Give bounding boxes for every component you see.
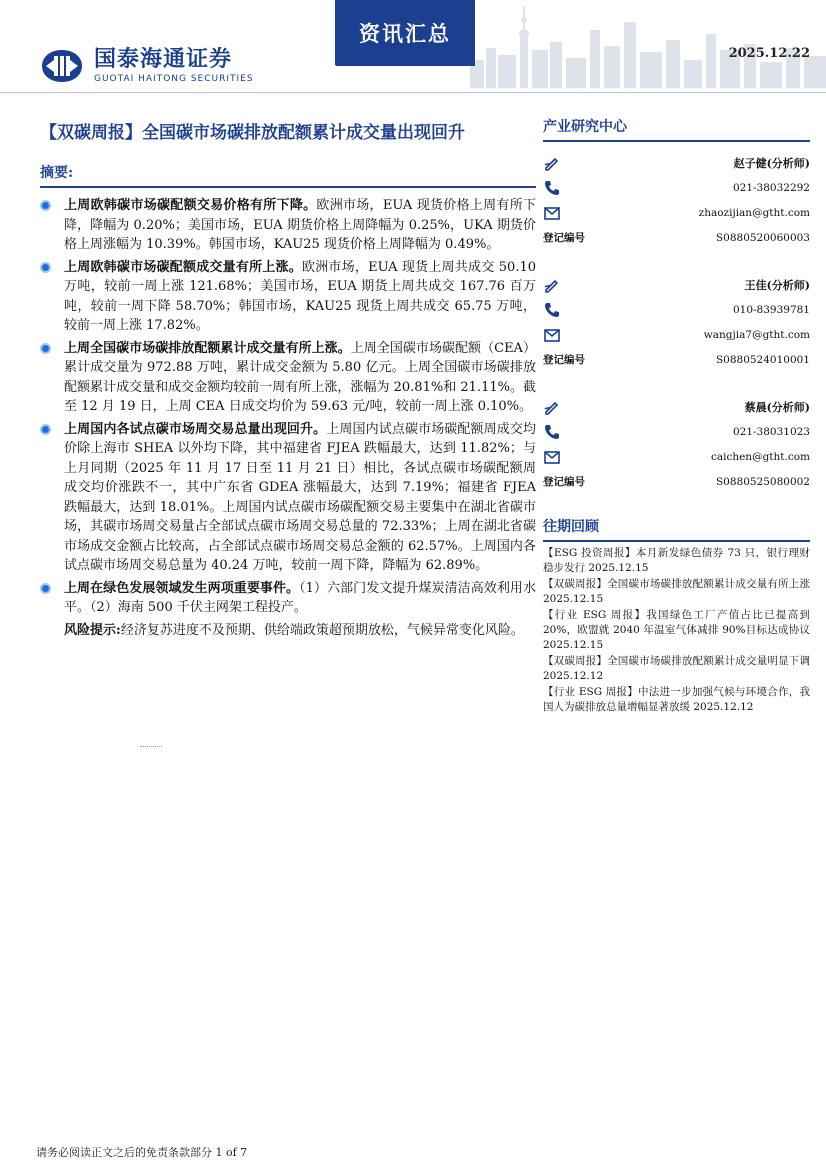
analyst-phone: 010-83939781 — [732, 303, 810, 316]
bullet-heading: 上周欧韩碳市场碳配额成交量有所上涨。 — [64, 259, 302, 275]
bullet-body: （1）六部门发文提升煤炭清洁高效利用水平。（2）海南 500 千伏主网架工程投产。 — [64, 580, 536, 615]
risk-warning — [36, 621, 536, 641]
page-header — [0, 0, 826, 96]
main-content — [36, 118, 536, 640]
analyst-email-row — [543, 200, 810, 225]
header-divider — [0, 92, 826, 93]
mail-icon — [543, 204, 561, 222]
bullet-body: 上周国内试点碳市场碳配额周成交均价除上海市 SHEA 以外均下降，其中福建省 FJEA 跌幅最大，达到 11.82%；与上月同期（2025 年 11 月 17 日至 11 月 21 日）相比，各试点碳市场碳配额周成交均价涨跌不一，其中广东省 GDEA 涨幅最大，达到 7.19%；福建省 FJEA 跌幅最大，达到 18.01%。上周国内试点碳市场碳配额交易主要集中在湖北省碳市场，其碳市场周交易量占全部试点碳市场周交易总量的 72.33%；上周在湖北省碳市场成交金额占比较高，占全部试点碳市场周交易总金额的 62.57%。上周国内各试点碳市场周交易总量为 40.24 万吨，较前一周下降，降幅为 62.89%。 — [64, 421, 536, 573]
mail-icon — [543, 326, 561, 344]
bullet-dot-icon — [40, 262, 51, 273]
summary-bullet — [36, 339, 536, 417]
bullet-dot-icon — [40, 200, 51, 211]
analyst-email[interactable]: zhaozijian@gtht.com — [698, 206, 810, 219]
risk-text: 经济复苏进度不及预期、供给端政策超预期放松，气候异常变化风险。 — [120, 622, 524, 638]
past-report-link[interactable]: 【行业 ESG 周报】中法进一步加强气候与环境合作，我国人为碳排放总量增幅显著放缓 2025.12.12 — [543, 686, 810, 713]
report-type-tab: 资讯汇总 — [335, 0, 475, 66]
analyst-email[interactable]: wangjia7@gtht.com — [703, 328, 810, 341]
past-report-link[interactable]: 【双碳周报】全国碳市场碳排放配额累计成交量有所上涨 2025.12.15 — [543, 578, 810, 605]
registration-number: S0880524010001 — [715, 353, 810, 366]
registration-label: 登记编号 — [543, 232, 585, 244]
company-logo — [40, 48, 254, 84]
bullet-heading: 上周国内各试点碳市场周交易总量出现回升。 — [64, 421, 327, 437]
analyst-name-row — [543, 394, 810, 419]
analyst-name: 王佳(分析师) — [744, 278, 810, 292]
logo-mark-icon — [40, 48, 84, 84]
analyst-phone: 021-38032292 — [732, 181, 810, 194]
logo-chinese-name: 国泰海通证券 — [94, 47, 233, 72]
city-skyline-image — [470, 0, 826, 88]
analyst-name: 赵子健(分析师) — [733, 156, 810, 170]
analyst-name: 蔡晨(分析师) — [744, 400, 810, 414]
pen-icon — [543, 276, 561, 294]
analyst-card — [543, 150, 810, 250]
analyst-email-row — [543, 322, 810, 347]
pen-icon — [543, 154, 561, 172]
bullet-dot-icon — [40, 343, 51, 354]
risk-label: 风险提示: — [64, 622, 121, 638]
phone-icon — [543, 423, 561, 441]
analyst-email-row — [543, 444, 810, 469]
registration-number: S0880525080002 — [715, 475, 810, 488]
registration-number: S0880520060003 — [715, 231, 810, 244]
page-footer: 请务必阅读正文之后的免责条款部分 1 of 7 — [36, 1146, 248, 1159]
dotted-mark — [140, 746, 162, 748]
registration-label: 登记编号 — [543, 476, 585, 488]
analyst-name-row — [543, 150, 810, 175]
analyst-phone-row — [543, 297, 810, 322]
phone-icon — [543, 179, 561, 197]
registration-label: 登记编号 — [543, 354, 585, 366]
summary-bullet — [36, 579, 536, 618]
sidebar — [543, 116, 810, 716]
bullet-dot-icon — [40, 583, 51, 594]
report-date: 2025.12.22 — [728, 46, 810, 61]
bullet-body: 上周全国碳市场碳配额（CEA）累计成交量为 972.88 万吨，累计成交金额为 5.80 亿元。上周全国碳市场碳排放配额累计成交量和成交金额均较前一周有所上涨，涨幅为 20.81%和 21.11%。截至 12 月 19 日，上周 CEA 日成交均价为 59.63 元/吨，较前一周上涨 0.10%。 — [64, 340, 536, 414]
bullet-heading: 上周在绿色发展领域发生两项重要事件。 — [64, 580, 300, 596]
bullet-body: 欧洲市场，EUA 现货上周共成交 50.10 万吨，较前一周上涨 121.68%；美国市场，EUA 期货上周共成交 167.76 百万吨，较前一周下降 58.70%；韩国市场，KAU25 现货上周共成交 65.75 万吨，较前一周上涨 17.82%。 — [64, 259, 536, 333]
bullet-heading: 上周全国碳市场碳排放配额累计成交量有所上涨。 — [64, 340, 351, 356]
bullet-body: 欧洲市场，EUA 现货价格上周有所下降，降幅为 0.20%；美国市场，EUA 期货价格上周降幅为 0.25%，UKA 期货价格上周涨幅为 10.39%。韩国市场，KAU25 现货价格上周降幅为 0.49%。 — [64, 198, 536, 252]
past-reports-title: 往期回顾 — [543, 516, 810, 542]
analyst-email[interactable]: caichen@gtht.com — [710, 450, 810, 463]
mail-icon — [543, 448, 561, 466]
report-title: 【双碳周报】全国碳市场碳排放配额累计成交量出现回升 — [40, 123, 465, 143]
phone-icon — [543, 301, 561, 319]
summary-bullet — [36, 196, 536, 255]
summary-bullet — [36, 258, 536, 336]
analyst-phone: 021-38031023 — [732, 425, 810, 438]
past-reports-list — [543, 546, 810, 715]
bullet-heading: 上周欧韩碳市场碳配额交易价格有所下降。 — [64, 198, 317, 213]
analyst-phone-row — [543, 419, 810, 444]
summary-divider — [40, 186, 536, 188]
research-center-title: 产业研究中心 — [543, 116, 810, 142]
logo-english-name: GUOTAI HAITONG SECURITIES — [94, 74, 254, 84]
pen-icon — [543, 398, 561, 416]
analyst-phone-row — [543, 175, 810, 200]
analyst-registration-row — [543, 225, 810, 250]
analyst-registration-row — [543, 347, 810, 372]
summary-label: 摘要: — [40, 165, 74, 181]
bullet-dot-icon — [40, 424, 51, 435]
past-report-link[interactable]: 【行业 ESG 周报】我国绿色工厂产值占比已提高到 20%，欧盟就 2040 年温室气体减排 90%目标达成协议 2025.12.15 — [543, 609, 810, 651]
analyst-name-row — [543, 272, 810, 297]
analyst-registration-row — [543, 469, 810, 494]
past-report-link[interactable]: 【双碳周报】全国碳市场碳排放配额累计成交量明显下调 2025.12.12 — [543, 655, 810, 682]
summary-bullet-list — [36, 196, 536, 618]
analyst-card — [543, 272, 810, 372]
analyst-card — [543, 394, 810, 494]
past-report-link[interactable]: 【ESG 投资周报】本月新发绿色债券 73 只，银行理财稳步发行 2025.12.15 — [543, 547, 810, 574]
summary-bullet — [36, 420, 536, 576]
